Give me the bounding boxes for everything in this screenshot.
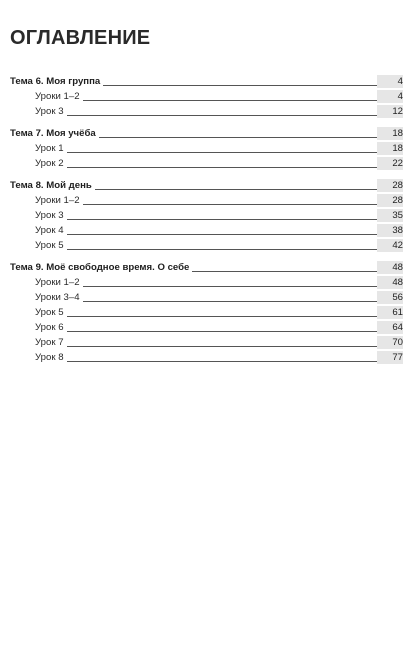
toc-lesson-entry bbox=[10, 209, 403, 222]
dotted-leader bbox=[83, 292, 377, 302]
page-number: 64 bbox=[392, 322, 403, 333]
lesson-title: Урок 5 bbox=[35, 307, 64, 318]
lesson-title: Урок 5 bbox=[35, 240, 64, 251]
page-number: 70 bbox=[392, 337, 403, 348]
dotted-leader bbox=[67, 210, 377, 220]
topic-title: Тема 8. Мой день bbox=[10, 180, 92, 191]
dotted-leader bbox=[67, 307, 377, 317]
lesson-title: Уроки 1–2 bbox=[35, 91, 80, 102]
page-number: 18 bbox=[392, 143, 403, 154]
lesson-title: Урок 6 bbox=[35, 322, 64, 333]
toc-topic-entry bbox=[10, 179, 403, 192]
lesson-title: Урок 1 bbox=[35, 143, 64, 154]
toc-lesson-entry bbox=[10, 291, 403, 304]
toc-section bbox=[10, 261, 403, 364]
lesson-title: Уроки 1–2 bbox=[35, 277, 80, 288]
lesson-title: Урок 3 bbox=[35, 210, 64, 221]
lesson-title: Уроки 3–4 bbox=[35, 292, 80, 303]
dotted-leader bbox=[67, 106, 377, 116]
page-number: 77 bbox=[392, 352, 403, 363]
dotted-leader bbox=[67, 352, 377, 362]
page-number: 48 bbox=[392, 277, 403, 288]
toc-lesson-entry bbox=[10, 142, 403, 155]
page-number: 28 bbox=[392, 195, 403, 206]
lesson-title: Уроки 1–2 bbox=[35, 195, 80, 206]
page-number: 42 bbox=[392, 240, 403, 251]
lesson-title: Урок 8 bbox=[35, 352, 64, 363]
toc-lesson-entry bbox=[10, 306, 403, 319]
page-number: 28 bbox=[392, 180, 403, 191]
page-number: 4 bbox=[397, 91, 403, 102]
toc-topic-entry bbox=[10, 75, 403, 88]
toc-topic-entry bbox=[10, 261, 403, 274]
page-number: 4 bbox=[397, 76, 403, 87]
topic-title: Тема 9. Моё свободное время. О себе bbox=[10, 262, 190, 273]
toc-topic-entry bbox=[10, 127, 403, 140]
toc-lesson-entry bbox=[10, 321, 403, 334]
page-number: 22 bbox=[392, 158, 403, 169]
page-number: 12 bbox=[392, 106, 403, 117]
toc-lesson-entry bbox=[10, 105, 403, 118]
dotted-leader bbox=[103, 76, 377, 86]
dotted-leader bbox=[67, 337, 377, 347]
topic-title: Тема 7. Моя учёба bbox=[10, 128, 96, 139]
page-number: 35 bbox=[392, 210, 403, 221]
dotted-leader bbox=[83, 91, 377, 101]
page-number: 48 bbox=[392, 262, 403, 273]
dotted-leader bbox=[83, 277, 377, 287]
dotted-leader bbox=[67, 143, 377, 153]
dotted-leader bbox=[99, 128, 377, 138]
dotted-leader bbox=[67, 240, 377, 250]
page-number: 18 bbox=[392, 128, 403, 139]
toc-lesson-entry bbox=[10, 239, 403, 252]
dotted-leader bbox=[83, 195, 377, 205]
lesson-title: Урок 2 bbox=[35, 158, 64, 169]
toc-lesson-entry bbox=[10, 276, 403, 289]
toc-section bbox=[10, 179, 403, 252]
toc-lesson-entry bbox=[10, 90, 403, 103]
page-number: 38 bbox=[392, 225, 403, 236]
dotted-leader bbox=[67, 225, 377, 235]
toc-lesson-entry bbox=[10, 224, 403, 237]
dotted-leader bbox=[67, 158, 377, 168]
lesson-title: Урок 7 bbox=[35, 337, 64, 348]
page-number: 56 bbox=[392, 292, 403, 303]
toc-section bbox=[10, 75, 403, 118]
toc-lesson-entry bbox=[10, 336, 403, 349]
topic-title: Тема 6. Моя группа bbox=[10, 76, 101, 87]
dotted-leader bbox=[67, 322, 377, 332]
toc-lesson-entry bbox=[10, 157, 403, 170]
page-number: 61 bbox=[392, 307, 403, 318]
table-of-contents bbox=[10, 75, 403, 373]
toc-lesson-entry bbox=[10, 194, 403, 207]
toc-section bbox=[10, 127, 403, 170]
dotted-leader bbox=[95, 180, 377, 190]
page-title: ОГЛАВЛЕНИЕ bbox=[10, 27, 151, 49]
toc-lesson-entry bbox=[10, 351, 403, 364]
lesson-title: Урок 3 bbox=[35, 106, 64, 117]
lesson-title: Урок 4 bbox=[35, 225, 64, 236]
dotted-leader bbox=[192, 262, 377, 272]
